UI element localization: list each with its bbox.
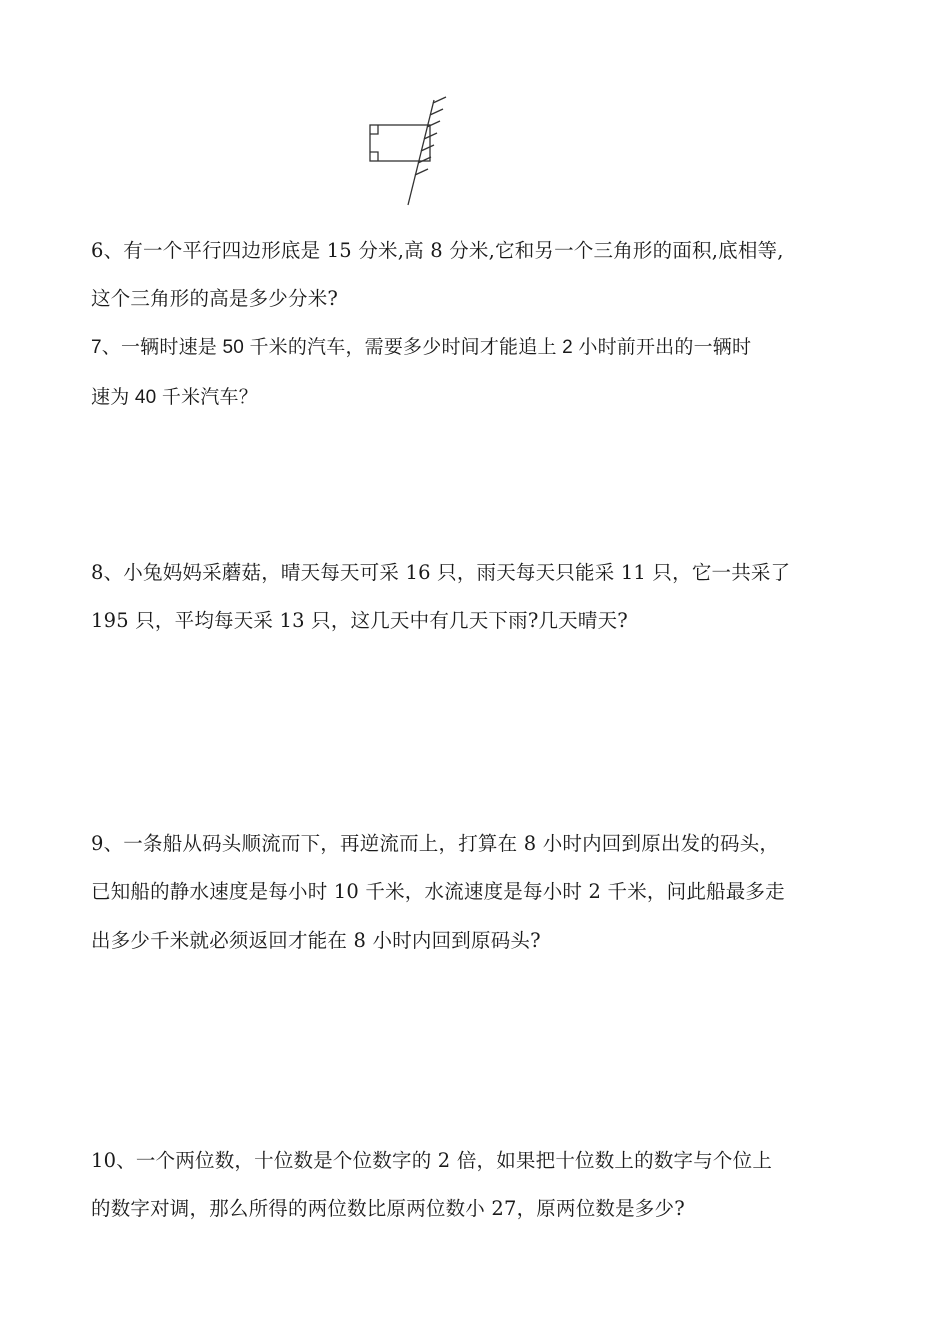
question-9-line-2: 已知船的静水速度是每小时 10 千米，水流速度是每小时 2 千米，问此船最多走 xyxy=(91,880,785,903)
wall-hatching xyxy=(415,97,446,175)
question-8-line-1: 8、小兔妈妈采蘑菇，晴天每天可采 16 只，雨天每天只能采 11 只，它一共采了 xyxy=(91,561,791,584)
question-9-line-3: 出多少千米就必须返回才能在 8 小时内回到原码头? xyxy=(91,929,541,952)
question-6-line-1: 6、有一个平行四边形底是 15 分米,高 8 分米,它和另一个三角形的面积,底相等, xyxy=(91,239,784,262)
question-10-line-1: 10、一个两位数，十位数是个位数字的 2 倍，如果把十位数上的数字与个位上 xyxy=(91,1149,773,1172)
right-angle-mark-top xyxy=(370,125,378,134)
rectangle-wall-figure xyxy=(362,95,452,210)
question-7-line-2: 速为 40 千米汽车？ xyxy=(91,387,258,408)
question-10-line-2: 的数字对调，那么所得的两位数比原两位数小 27，原两位数是多少? xyxy=(91,1197,685,1220)
right-angle-mark-bottom xyxy=(370,152,378,161)
question-7-line-1: 7、一辆时速是 50 千米的汽车，需要多少时间才能追上 2 小时前开出的一辆时 xyxy=(91,337,752,358)
rectangle-shape xyxy=(370,125,430,161)
question-6-line-2: 这个三角形的高是多少分米? xyxy=(91,287,339,310)
question-9-line-1: 9、一条船从码头顺流而下，再逆流而上，打算在 8 小时内回到原出发的码头， xyxy=(91,832,780,855)
question-8-line-2: 195 只，平均每天采 13 只，这几天中有几天下雨?几天晴天? xyxy=(91,609,628,632)
